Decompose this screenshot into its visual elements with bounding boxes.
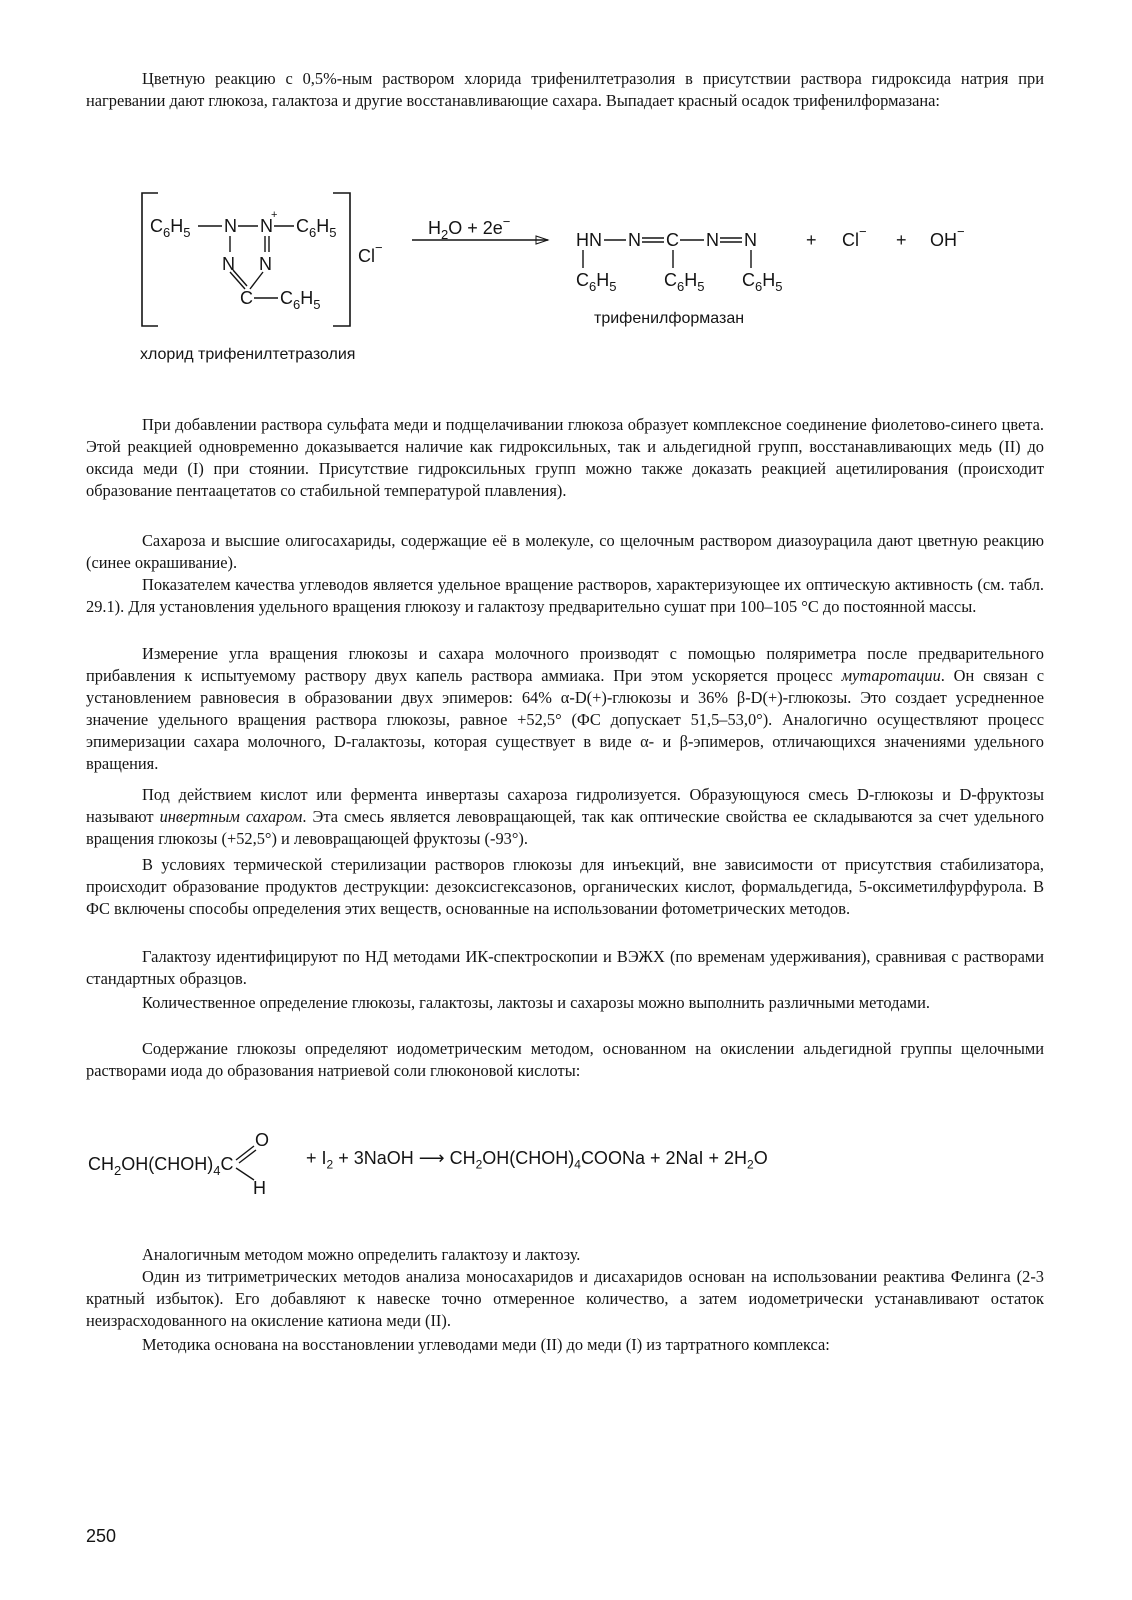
plus-2: + xyxy=(896,230,907,250)
aldehyde-oxygen: O xyxy=(255,1130,270,1150)
formazan-c: C xyxy=(666,230,679,250)
formazan-hn: HN xyxy=(576,230,602,250)
phenyl-right: $C_6H_5$ xyxy=(296,216,337,240)
paragraph-11: Один из титриметрических методов анализа моносахаридов и дисахаридов основан на использовании реактива Фелинга (2-3 кратный избыток). Его добавляют к навеске точно отмеренное количество, а затем иодометрически устанавливают остаток неизрасходованного на окисление катиона меди (II). xyxy=(86,1267,1044,1330)
ring-n1: N xyxy=(224,216,237,236)
paragraph-9: Содержание глюкозы определяют иодометрическим методом, основанном на окислении альдегидной группы щелочными растворами иода до образования натриевой соли глюконовой кислоты: xyxy=(86,1039,1044,1080)
paragraph-5: Под действием кислот или фермента инвертазы сахароза гидролизуется. Образующуюся смесь D-глюкозы и D-фруктозы называют инвертным сахаром. Эта смесь является левовращающей, так как оптические свойства ее складываются за счет удельного вращения глюкозы (+52,5°) и левовращающей фруктозы (-93°). xyxy=(86,785,1044,848)
left-bracket xyxy=(142,193,158,326)
formazan-phenyl-1: $C_6H_5$ xyxy=(576,270,617,294)
paragraph-7: Галактозу идентифицируют по НД методами ИК-спектроскопии и ВЭЖХ (по временам удерживания), сравнивая с растворами стандартных образцов. xyxy=(86,947,1044,988)
plus-1: + xyxy=(806,230,817,250)
formazan-n1: N xyxy=(628,230,641,250)
paragraph-3: Показателем качества углеводов является удельное вращение растворов, характеризующее их оптическую активность (см. табл. 29.1). Для установления удельного вращения глюкозу и галактозу предварительно сушат при 100–105 °C до постоянной массы. xyxy=(86,575,1044,616)
right-bracket xyxy=(333,193,350,326)
page-number: 250 xyxy=(86,1526,117,1546)
term-invert-sugar: инвертным сахаром xyxy=(159,807,303,826)
formazan-n3: N xyxy=(744,230,757,250)
product-hydroxide: OH− xyxy=(930,224,965,250)
formazan-phenyl-3: $C_6H_5$ xyxy=(742,270,783,294)
equation-arrow: ⟶ xyxy=(418,1148,445,1168)
formazan-n2: N xyxy=(706,230,719,250)
ring-n3: N xyxy=(222,254,235,274)
term-mutarotation: мутаротации xyxy=(841,666,941,685)
intro-paragraph: Цветную реакцию с 0,5%-ным раствором хлорида трифенилтетразолия в присутствии раствора гидроксида натрия при нагревании дают глюкоза, галактоза и другие восстанавливающие сахара. Выпадает красный осадок трифенилформазана: xyxy=(86,69,1044,110)
iodometric-equation: + $I_2$ + 3NaOH ⟶ $CH_2OH(CHOH)_4COONa + 2NaI + 2H_2O$ xyxy=(306,1148,768,1172)
paragraph-6: В условиях термической стерилизации растворов глюкозы для инъекций, вне зависимости от присутствия стабилизатора, происходит образование продуктов деструкции: дезоксисгексазонов, органических кислот, формальдегида, 5-оксиметилфурфурола. В ФС включены способы определения этих веществ, основанные на использовании фотометрических методов. xyxy=(86,855,1044,918)
arrow-label: $H_2O + 2e^-$ xyxy=(428,214,511,242)
ring-n2: N xyxy=(260,216,273,236)
paragraph-10: Аналогичным методом можно определить галактозу и лактозу. xyxy=(142,1245,581,1264)
paragraph-4: Измерение угла вращения глюкозы и сахара молочного производят с помощью поляриметра после предварительного прибавления к испытуемому раствору двух капель раствора аммиака. При этом ускоряется процесс мутаротации. Он связан с установлением равновесия в образовании двух эпимеров: 64% α-D(+)-глюкозы и 36% β-D(+)-глюкозы. Это создает усредненное значение удельного вращения раствора глюкозы, равное +52,5° (ФС допускает 51,5–53,0°). Аналогично осуществляют процесс эпимеризации сахара молочного, D-галактозы, которая существует в виде α- и β-эпимеров, отличающихся значениями удельного вращения. xyxy=(86,644,1045,773)
aldehyde-hydrogen: H xyxy=(253,1178,266,1198)
phenyl-bottom: $C_6H_5$ xyxy=(280,288,321,312)
tetrazolium-reaction-scheme xyxy=(0,180,1132,340)
glucose-aldehyde-structure xyxy=(0,1120,310,1200)
chloride-ion: Cl− xyxy=(358,240,383,266)
ring-carbon: C xyxy=(240,288,253,308)
caption-formazan: трифенилформазан xyxy=(594,310,745,327)
paragraph-12: Методика основана на восстановлении углеводами меди (II) до меди (I) из тартратного комплекса: xyxy=(142,1335,830,1354)
paragraph-8: Количественное определение глюкозы, галактозы, лактозы и сахарозы можно выполнить различными методами. xyxy=(142,993,930,1012)
ring-n4: N xyxy=(259,254,272,274)
caption-tetrazolium: хлорид трифенилтетразолия xyxy=(140,346,356,363)
formazan-phenyl-2: $C_6H_5$ xyxy=(664,270,705,294)
phenyl-left: $C_6H_5$ xyxy=(150,216,191,240)
product-chloride: Cl− xyxy=(842,224,867,250)
paragraph-1: При добавлении раствора сульфата меди и подщелачивании глюкоза образует комплексное соединение фиолетово-синего цвета. Этой реакцией одновременно доказывается наличие как гидроксильных, так и альдегидной групп, восстанавливающих медь (II) до оксида меди (I) при стоянии. Присутствие гидроксильных групп можно также доказать реакцией ацетилирования (происходит образование пентаацетатов со стабильной температурой плавления). xyxy=(86,415,1044,500)
positive-charge: + xyxy=(271,209,278,221)
paragraph-2: Сахароза и высшие олигосахариды, содержащие её в молекуле, со щелочным раствором диазоурацила дают цветную реакцию (синее окрашивание). xyxy=(86,531,1044,572)
svg-text:CH2OH(CHOH)4C: $CH_2OH(CHOH)_4C$ xyxy=(88,1154,234,1178)
